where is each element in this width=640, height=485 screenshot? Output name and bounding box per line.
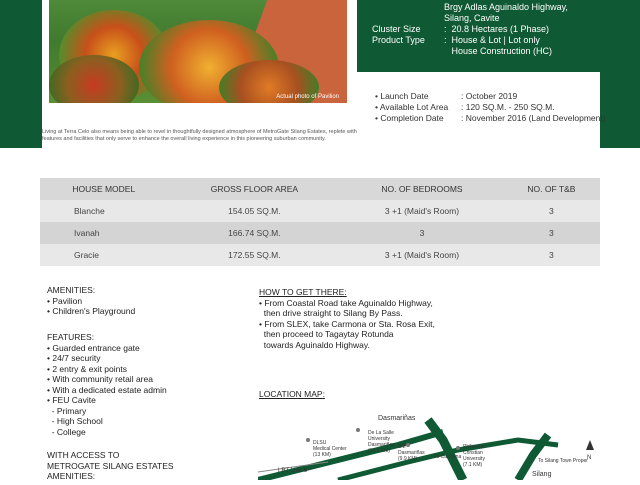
info-value: Silang, Cavite [444,13,500,23]
green-side-band [0,0,42,148]
directions-section [259,287,435,350]
info-value: : 20.8 Hectares (1 Phase) [444,24,550,34]
map-label-phil-christian: Philippine Christian University (7.1 KM) [463,444,485,468]
info-label: Cluster Size [372,24,421,34]
table-row [40,222,600,244]
launch-value: : November 2016 (Land Development) [461,113,606,123]
project-info-row [372,46,568,57]
map-label-silang: Silang [532,471,552,478]
column-header: NO. OF BEDROOMS [341,178,503,200]
photo-caption: Actual photo of Pavilion [276,94,339,100]
feature-item: • With community retail area [47,374,153,384]
feature-item: • With a dedicated estate admin [47,384,167,395]
launch-row [375,113,606,124]
direction-line: then proceed to Tagaytay Rotunda [259,329,394,339]
feature-item: • 24/7 security [47,353,101,363]
floor-area-cell: 172.55 SQ.M. [168,244,342,266]
map-label-dlsu: De La Salle University Dasmariñas (14.5 KM) [368,430,395,454]
green-corner-band [600,72,640,148]
map-label-dlsu-med: DLSU Medical Center (13 KM) [313,440,347,458]
access-line: METROGATE SILANG ESTATES [47,460,174,471]
directions-title: HOW TO GET THERE: [259,287,347,297]
direction-line: towards Aguinaldo Highway. [259,339,370,350]
house-model-table [40,178,600,266]
north-label: N [587,455,592,461]
tb-cell: 3 [503,244,600,266]
feature-item: - Primary [47,405,87,416]
feature-item: • Guarded entrance gate [47,342,140,353]
house-model-cell: Gracie [40,244,168,266]
launch-label: • Launch Date [375,91,429,101]
table-row [40,200,600,222]
bedrooms-cell: 3 [341,222,503,244]
info-value: House Construction (HC) [444,46,553,56]
house-model-cell: Blanche [40,200,168,222]
location-map [258,410,640,480]
info-value: : House & Lot | Lot only [444,35,540,45]
map-label-carmona: To Carmona [434,454,462,460]
column-header: GROSS FLOOR AREA [168,178,342,200]
info-label [372,2,444,13]
north-arrow-icon [586,440,594,450]
feature-item: • FEU Cavite [47,395,96,405]
feature-item: • 2 entry & exit points [47,363,127,374]
map-marker [356,428,360,432]
map-label-sm: SM Dasmariñas (9.9 KM) [398,444,425,462]
amenity-item: • Children's Playground [47,306,136,316]
column-header: NO. OF T&B [503,178,600,200]
project-info-row [372,13,568,24]
direction-line: then drive straight to Silang By Pass. [259,308,403,318]
map-marker [306,438,310,442]
launch-row [375,102,606,113]
project-info-row [372,24,568,35]
map-label-dasmarinas: Dasmariñas [378,415,416,422]
launch-label: • Available Lot Area [375,102,449,112]
tb-cell: 3 [503,200,600,222]
info-label: Product Type [372,35,425,45]
direction-line: • From Coastal Road take Aguinaldo Highway, [259,297,433,308]
tb-cell: 3 [503,222,600,244]
feature-item: - College [47,426,86,437]
access-line: AMENITIES: [47,471,96,481]
feature-item: - High School [47,416,103,426]
access-section [47,450,174,482]
map-label-silang-proper: To Silang Town Proper [538,458,588,464]
column-header: HOUSE MODEL [40,178,168,200]
launch-details [375,91,606,124]
features-title: FEATURES: [47,332,95,342]
features-section [47,332,167,437]
direction-line: • From SLEX, take Carmona or Sta. Rosa Exit, [259,318,435,329]
info-label [372,13,444,24]
launch-label: • Completion Date [375,113,444,123]
project-info-row [372,2,568,13]
house-model-cell: Ivanah [40,222,168,244]
table-row [40,244,600,266]
launch-value: : 120 SQ.M. - 250 SQ.M. [461,102,555,112]
map-label-lrt: LRT Line 6 [278,468,308,474]
access-line: WITH ACCESS TO [47,450,120,460]
info-label [372,46,444,57]
project-info-row [372,35,568,46]
amenities-section [47,285,135,317]
floor-area-cell: 154.05 SQ.M. [168,200,342,222]
launch-row [375,91,606,102]
amenities-title: AMENITIES: [47,285,96,295]
bedrooms-cell: 3 +1 (Maid's Room) [341,200,503,222]
location-map-title: LOCATION MAP: [259,389,325,399]
table-header-row [40,178,600,200]
launch-value: : October 2019 [461,91,518,101]
intro-paragraph: Living at Terra Celo also means being able to revel in thoughtfully designed atmosphere of MetroGate Silang Estates, replete with features and facilities that only serve to enhance the overall living experience in this pioneering suburban community. [42,129,357,142]
pavilion-photo [49,0,347,103]
project-info [372,0,568,57]
map-marker [456,446,460,450]
info-value: Brgy Adlas Aguinaldo Highway, [444,2,568,12]
amenity-item: • Pavilion [47,295,83,306]
floor-area-cell: 166.74 SQ.M. [168,222,342,244]
bedrooms-cell: 3 +1 (Maid's Room) [341,244,503,266]
